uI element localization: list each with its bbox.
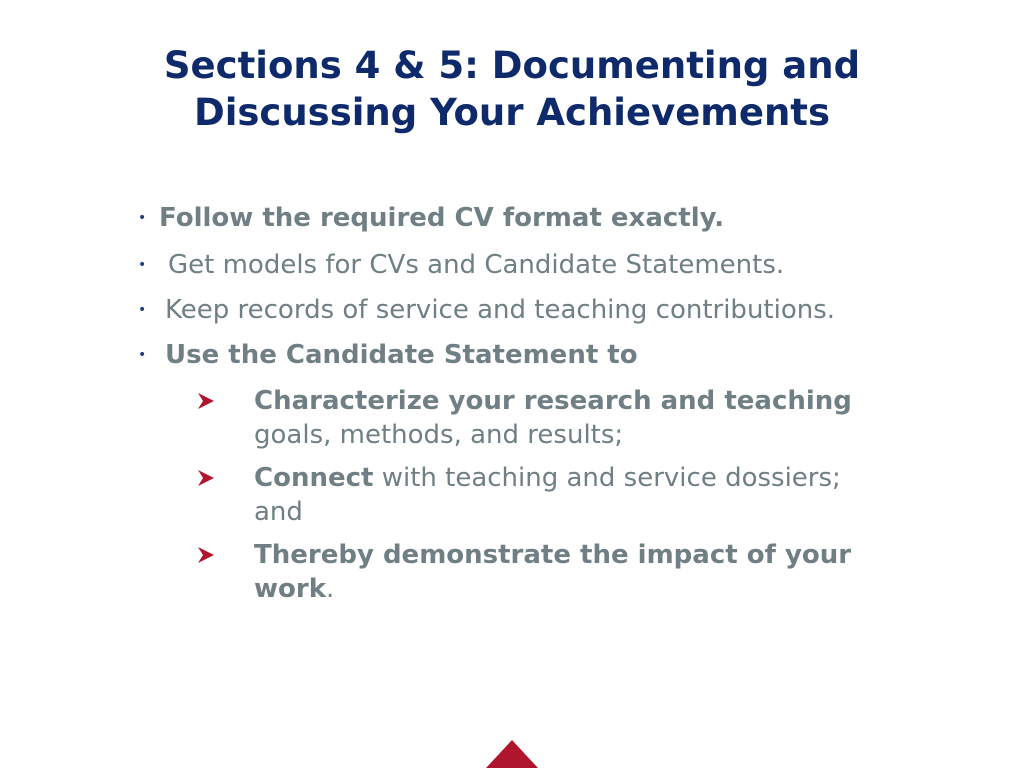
subitem-3-bold-2: work — [254, 574, 326, 604]
bullet-dot-icon: • — [138, 347, 147, 363]
slide-title-line-1: Sections 4 & 5: Documenting and — [163, 44, 861, 87]
subitem-1-text — [254, 384, 914, 452]
subitem-3-bold: Thereby demonstrate the impact of your — [254, 540, 852, 570]
subitem-3-text — [254, 538, 914, 606]
subitem-2-rest-2: and — [254, 497, 303, 527]
slide-title-line-2: Discussing Your Achievements — [193, 91, 830, 134]
subitem-2-text — [254, 461, 914, 529]
subitem-1-rest: goals, methods, and results; — [254, 420, 624, 450]
arrow-bullet-icon — [196, 545, 216, 565]
bullet-text-1: Follow the required CV format exactly. — [159, 203, 725, 233]
arrow-bullet-icon — [196, 468, 216, 488]
arrow-bullet-icon — [196, 391, 216, 411]
triangle-marker-icon — [486, 740, 538, 768]
subitem-1-bold: Characterize your research and teaching — [254, 386, 852, 416]
bullet-text-3: Keep records of service and teaching contributions. — [165, 295, 836, 325]
bullet-dot-icon: • — [138, 210, 147, 226]
subitem-2-rest: with teaching and service dossiers; — [381, 463, 841, 493]
bullet-dot-icon: • — [138, 257, 147, 273]
bullet-dot-icon: • — [138, 302, 147, 318]
bullet-text-2: Get models for CVs and Candidate Statements. — [168, 250, 785, 280]
bullet-text-4: Use the Candidate Statement to — [165, 340, 638, 370]
subitem-2-bold: Connect — [254, 463, 374, 493]
subitem-3-period: . — [326, 574, 335, 604]
